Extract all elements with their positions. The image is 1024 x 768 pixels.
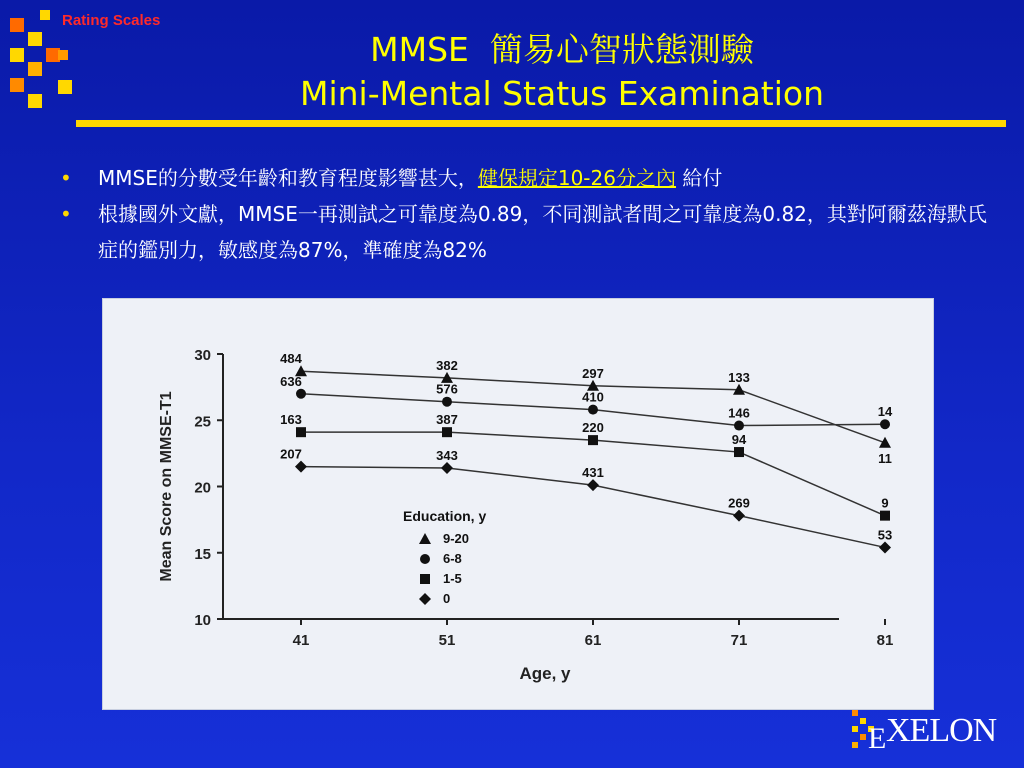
- data-label: 146: [728, 405, 750, 421]
- data-label: 410: [582, 389, 604, 405]
- square-shape: [10, 78, 24, 92]
- diamond-marker: [879, 541, 891, 553]
- legend-title: Education, y: [403, 508, 487, 524]
- title-line-1: MMSE 簡易心智狀態測驗: [370, 30, 754, 69]
- bullet-item: [60, 160, 1004, 196]
- data-label: 9: [881, 495, 889, 511]
- data-label: 484: [280, 351, 302, 367]
- line-chart: [103, 299, 933, 709]
- data-label: 382: [436, 357, 458, 373]
- x-axis-label: Age, y: [519, 664, 571, 683]
- data-label: 220: [582, 420, 604, 436]
- data-label: 343: [436, 447, 458, 463]
- circle-marker: [296, 389, 306, 399]
- data-label: 94: [731, 432, 747, 448]
- diamond-marker: [441, 462, 453, 474]
- square-shape: [40, 10, 50, 20]
- data-label: 431: [582, 465, 604, 481]
- x-tick-label: 41: [292, 632, 310, 649]
- square-marker: [734, 447, 744, 457]
- data-label: 207: [280, 446, 302, 462]
- legend-label: 6-8: [443, 551, 462, 566]
- triangle-marker: [879, 437, 891, 448]
- x-tick-label: 81: [876, 632, 894, 649]
- square-shape: [58, 80, 72, 94]
- logo-mark-icon: [850, 708, 890, 758]
- y-tick-label: 10: [194, 612, 211, 629]
- logo-initial: E: [868, 722, 887, 755]
- x-tick-label: 51: [438, 632, 456, 649]
- bullet-icon: •: [60, 166, 72, 190]
- square-marker: [420, 574, 430, 584]
- bullet-text: 根據國外文獻，MMSE一再測試之可靠度為0.89，不同測試者間之可靠度為0.82，其對阿爾茲海默氏症的鑑別力，敏感度為87%，準確度為82%: [98, 202, 987, 262]
- logo-text: XELON: [886, 712, 997, 749]
- square-marker: [296, 427, 306, 437]
- square-marker: [880, 511, 890, 521]
- y-tick-label: 25: [194, 413, 211, 431]
- bullet-text: MMSE的分數受年齡和教育程度影響甚大，: [98, 166, 478, 190]
- data-label: 133: [728, 369, 750, 385]
- circle-marker: [442, 397, 452, 407]
- exelon-logo: [850, 708, 1010, 758]
- legend-label: 1-5: [443, 571, 462, 586]
- data-label: 14: [877, 404, 893, 420]
- bullet-text: 給付: [675, 166, 723, 190]
- x-tick-label: 71: [730, 632, 748, 649]
- slide-title: [120, 28, 1004, 116]
- square-shape: [28, 94, 42, 108]
- data-label: 11: [878, 450, 892, 466]
- square-shape: [28, 32, 42, 46]
- data-label: 53: [877, 527, 893, 543]
- square-marker: [588, 435, 598, 445]
- diamond-marker: [733, 510, 745, 522]
- bullet-item: [60, 196, 1004, 268]
- square-shape: [10, 18, 24, 32]
- circle-marker: [734, 421, 744, 431]
- square-shape: [58, 50, 68, 60]
- y-axis-label: Mean Score on MMSE-T1: [158, 391, 175, 582]
- triangle-marker: [419, 533, 431, 544]
- square-marker: [442, 427, 452, 437]
- x-tick-label: 61: [584, 632, 602, 649]
- circle-marker: [588, 405, 598, 415]
- data-label: 297: [582, 365, 604, 381]
- bullet-list: [60, 160, 1004, 268]
- title-divider: [76, 120, 1006, 127]
- data-label: 636: [280, 373, 302, 389]
- y-tick-label: 15: [194, 545, 211, 563]
- highlight-link[interactable]: 健保規定10-26分之內: [477, 166, 676, 190]
- bullet-icon: •: [60, 202, 72, 226]
- square-shape: [10, 48, 24, 62]
- data-label: 576: [436, 381, 458, 397]
- legend-label: 0: [443, 591, 451, 606]
- chart-container: [102, 298, 934, 710]
- diamond-marker: [419, 593, 431, 605]
- circle-marker: [880, 419, 890, 429]
- y-tick-label: 30: [194, 347, 211, 364]
- circle-marker: [420, 554, 430, 564]
- square-shape: [28, 62, 42, 76]
- diamond-marker: [587, 479, 599, 491]
- title-line-2: Mini-Mental Status Examination: [299, 74, 825, 113]
- section-tag: Rating Scales: [62, 12, 161, 29]
- data-label: 387: [436, 412, 458, 428]
- legend-label: 9-20: [443, 531, 470, 546]
- data-label: 163: [280, 412, 302, 428]
- data-label: 269: [728, 495, 750, 511]
- diamond-marker: [295, 461, 307, 473]
- y-tick-label: 20: [194, 479, 211, 497]
